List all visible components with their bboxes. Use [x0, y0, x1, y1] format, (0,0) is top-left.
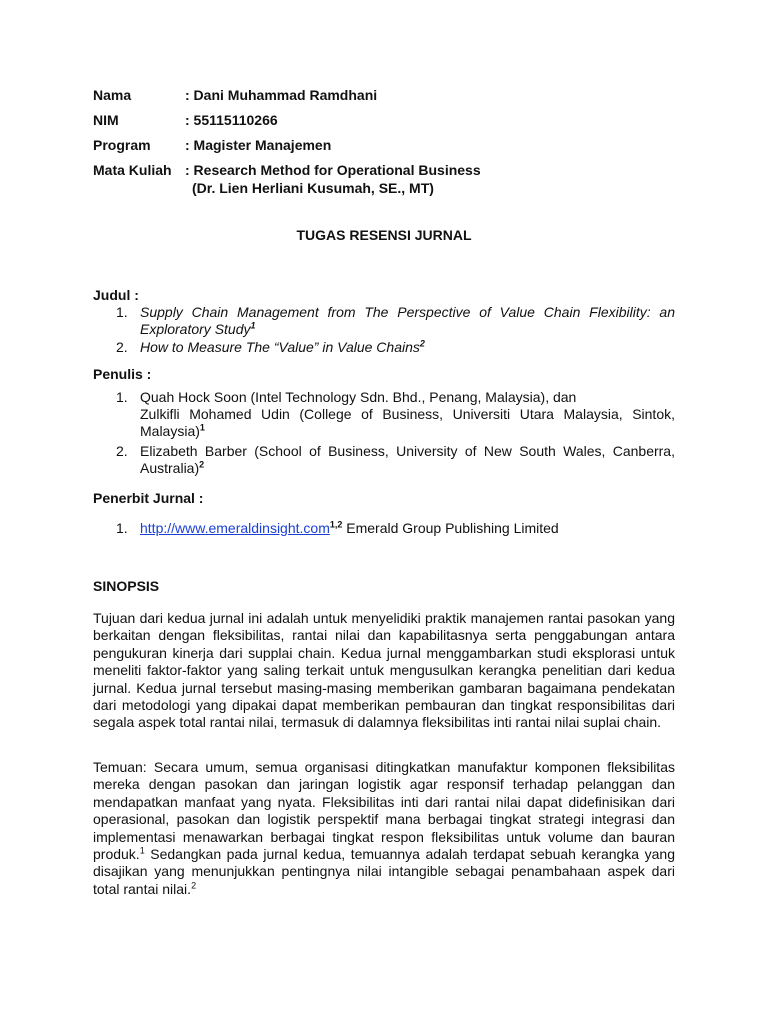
nim-value: : 55115110266 [185, 112, 278, 128]
penerbit-item-1-text: Emerald Group Publishing Limited [342, 520, 559, 536]
penulis-item-2-text: Elizabeth Barber (School of Business, University of New South Wales, Canberra, Australia) [140, 443, 675, 476]
emerald-link[interactable]: http://www.emeraldinsight.com [140, 520, 330, 536]
penerbit-item-1 [93, 520, 675, 537]
judul-item-1-text-wrap [140, 304, 675, 338]
penerbit-heading: Penerbit Jurnal : [93, 490, 204, 506]
penulis-item-2-num: 2. [116, 443, 128, 459]
judul-item-1-num: 1. [116, 304, 128, 320]
sinopsis-paragraph-2-a: Temuan: Secara umum, semua organisasi ditingkatkan manufaktur komponen fleksibilitas mereka dengan pasokan dan jaringan logistik agar responsif terhadap pelanggan dan mendapatkan manfaat yang nyata. Fleksibilitas inti dari rantai nilai dapat didefinisikan dari operasional, pasokan dan logistik perspektif mana berbagai tingkat strategi integrasi dan implementasi menawarkan berbagai tingkat respon fleksibilitas untuk volume dan bauran produk. [93, 759, 675, 863]
sinopsis-paragraph-2-sup1: 1 [139, 845, 145, 856]
penerbit-item-1-num: 1. [116, 520, 128, 536]
judul-item-2-sup: 2 [419, 338, 425, 349]
judul-item-1 [93, 304, 675, 338]
penerbit-item-1-sup: 1,2 [329, 519, 343, 530]
sinopsis-paragraph-2 [93, 759, 675, 898]
judul-heading: Judul : [93, 287, 139, 303]
judul-item-1-sup: 1 [250, 320, 256, 331]
penulis-item-1-line1: Quah Hock Soon (Intel Technology Sdn. Bhd., Penang, Malaysia), dan [140, 389, 577, 405]
penulis-item-1-sup: 1 [199, 422, 205, 433]
judul-item-2-text-wrap [140, 339, 675, 356]
program-value: : Magister Manajemen [185, 137, 332, 153]
penulis-item-1 [93, 389, 675, 441]
penulis-item-2-sup: 2 [199, 459, 205, 470]
matkul-label: Mata Kuliah [93, 162, 172, 178]
sinopsis-paragraph-2-sup2: 2 [191, 880, 197, 891]
sinopsis-paragraph-2-b: Sedangkan pada jurnal kedua, temuannya adalah terdapat sebuah kerangka yang disajikan yang menunjukkan pentingnya nilai intangible sebagai penambahaan aspek dari total rantai nilai. [93, 846, 675, 897]
matkul-value: : Research Method for Operational Business [185, 162, 481, 178]
penulis-item-2 [93, 443, 675, 477]
nim-label: NIM [93, 112, 119, 128]
document-title: TUGAS RESENSI JURNAL [296, 227, 472, 243]
penulis-item-2-text-wrap [140, 443, 675, 477]
sinopsis-heading: SINOPSIS [93, 578, 160, 594]
nama-label: Nama [93, 87, 132, 103]
penulis-item-1-line2: Zulkifli Mohamed Udin (College of Business, Universiti Utara Malaysia, Sintok, Malaysia) [140, 406, 675, 439]
matkul-lecturer: (Dr. Lien Herliani Kusumah, SE., MT) [192, 180, 434, 196]
penulis-item-1-num: 1. [116, 389, 128, 405]
nama-value: : Dani Muhammad Ramdhani [185, 87, 378, 103]
sinopsis-paragraph-1: Tujuan dari kedua jurnal ini adalah untuk menyelidiki praktik manajemen rantai pasokan yang berkaitan dengan fleksibilitas, rantai nilai dan kapabilitasnya serta penggabungan antara pengukuran kinerja dari supplai chain. Kedua jurnal menggambarkan studi eksplorasi untuk meneliti faktor-faktor yang saling terkait untuk mengusulkan kerangka penelitian dari kedua jurnal. Kedua jurnal tersebut masing-masing memberikan gambaran bagaimana pendekatan dari metodologi yang dipakai dapat memberikan pembauran dan tingkat responsibilitas dari segala aspek total rantai nilai, termasuk di dalamnya fleksibilitas inti rantai nilai suplai chain. [93, 610, 675, 731]
judul-item-2-text: How to Measure The “Value” in Value Chains [140, 339, 420, 355]
program-label: Program [93, 137, 151, 153]
judul-item-1-text: Supply Chain Management from The Perspective of Value Chain Flexibility: an Exploratory Study [140, 304, 675, 337]
judul-item-2 [93, 339, 675, 356]
judul-item-2-num: 2. [116, 339, 128, 355]
penulis-heading: Penulis : [93, 366, 152, 382]
penulis-item-1-text-wrap [140, 389, 675, 440]
penerbit-item-1-text-wrap [140, 520, 675, 537]
